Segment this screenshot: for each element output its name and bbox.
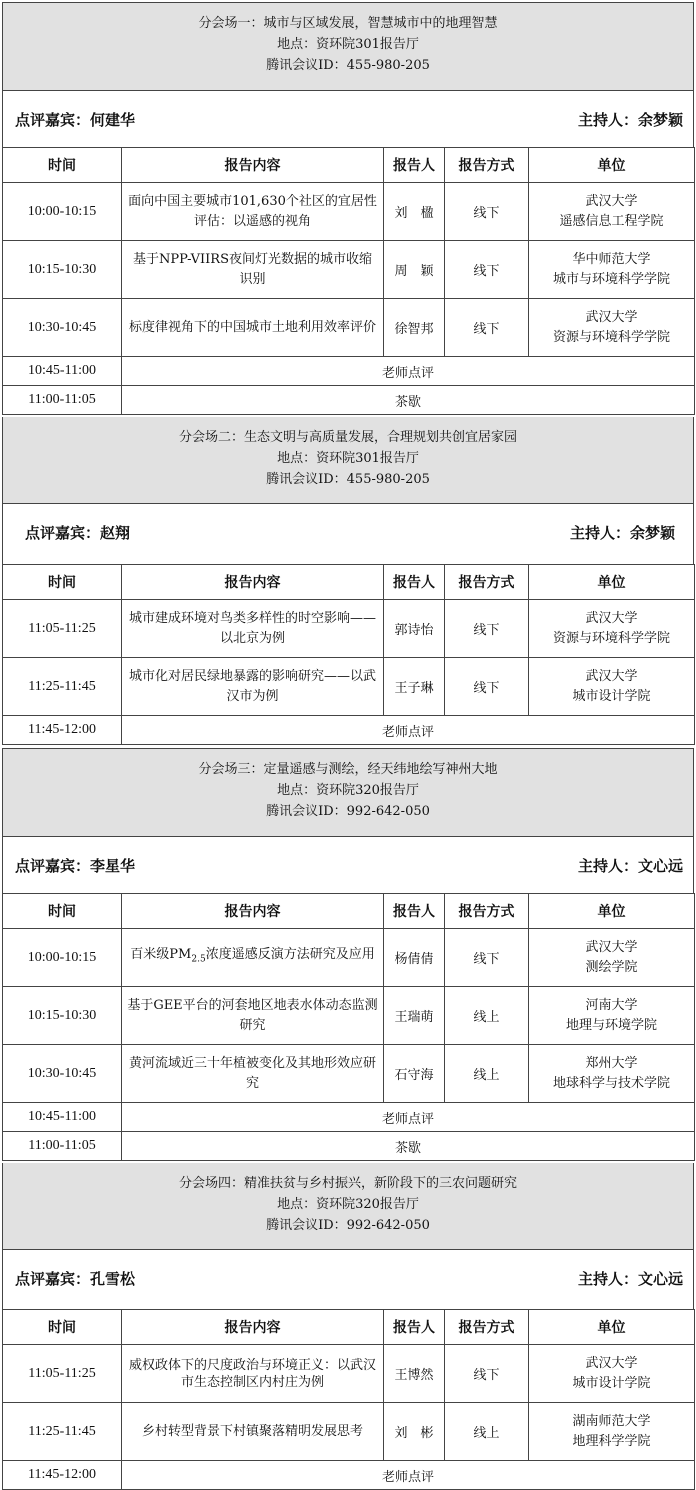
reviewer-label: 点评嘉宾：赵翔 [25, 524, 131, 542]
header-speaker: 报告人 [384, 1310, 445, 1345]
talk-mode: 线上 [445, 1403, 529, 1461]
unit-school: 城市设计学院 [572, 1375, 651, 1391]
unit-university: 郑州大学 [585, 1055, 638, 1071]
extra-label: 茶歇 [122, 386, 695, 415]
header-unit: 单位 [529, 565, 695, 600]
table-row [3, 299, 695, 357]
talk-unit [529, 987, 695, 1045]
host-row [2, 504, 694, 564]
talk-topic: 城市化对居民绿地暴露的影响研究——以武汉市为例 [122, 658, 384, 716]
schedule-table [2, 1309, 695, 1490]
header-mode: 报告方式 [445, 565, 529, 600]
unit-school: 测绘学院 [585, 959, 638, 975]
extra-row [3, 386, 695, 415]
host-label: 主持人：余梦颖 [577, 111, 683, 129]
extra-time: 10:45-11:00 [3, 1103, 122, 1132]
talk-speaker: 郭诗怡 [384, 600, 445, 658]
talk-topic: 标度律视角下的中国城市土地利用效率评价 [122, 299, 384, 357]
unit-university: 华中师范大学 [572, 251, 651, 267]
session-header [2, 417, 694, 504]
header-speaker: 报告人 [384, 148, 445, 183]
unit-school: 资源与环境科学学院 [552, 630, 670, 646]
session-header [2, 748, 694, 837]
unit-university: 武汉大学 [585, 610, 638, 626]
table-row [3, 600, 695, 658]
header-mode: 报告方式 [445, 894, 529, 929]
talk-topic: 基于NPP-VIIRS夜间灯光数据的城市收缩识别 [122, 241, 384, 299]
talk-mode: 线下 [445, 241, 529, 299]
header-mode: 报告方式 [445, 148, 529, 183]
talk-time: 11:25-11:45 [3, 1403, 122, 1461]
talk-time: 11:05-11:25 [3, 1345, 122, 1403]
host-row [2, 1250, 694, 1309]
extra-row [3, 716, 695, 745]
talk-unit [529, 600, 695, 658]
header-time: 时间 [3, 894, 122, 929]
talk-topic: 基于GEE平台的河套地区地表水体动态监测研究 [122, 987, 384, 1045]
talk-time: 10:00-10:15 [3, 929, 122, 987]
talk-speaker: 石守海 [384, 1045, 445, 1103]
session-title: 分会场四：精准扶贫与乡村振兴，新阶段下的三农问题研究 [178, 1176, 517, 1191]
extra-row [3, 1103, 695, 1132]
session-header [2, 2, 694, 91]
session-4 [2, 1163, 694, 1490]
session-meeting-id: 腾讯会议ID：992-642-050 [266, 1218, 430, 1233]
talk-topic: 黄河流域近三十年植被变化及其地形效应研究 [122, 1045, 384, 1103]
table-row [3, 929, 695, 987]
reviewer-label: 点评嘉宾：何建华 [15, 111, 136, 129]
extra-label: 老师点评 [122, 1103, 695, 1132]
extra-time: 11:45-12:00 [3, 1461, 122, 1490]
unit-school: 资源与环境科学学院 [552, 329, 670, 345]
header-unit: 单位 [529, 1310, 695, 1345]
talk-mode: 线下 [445, 299, 529, 357]
talk-mode: 线下 [445, 183, 529, 241]
talk-time: 11:25-11:45 [3, 658, 122, 716]
extra-row [3, 357, 695, 386]
table-row [3, 183, 695, 241]
talk-unit [529, 1345, 695, 1403]
talk-speaker: 刘 楹 [384, 183, 445, 241]
talk-unit [529, 929, 695, 987]
unit-school: 地球科学与技术学院 [552, 1075, 670, 1091]
session-3 [2, 748, 694, 1161]
talk-time: 11:05-11:25 [3, 600, 122, 658]
table-row [3, 987, 695, 1045]
unit-school: 城市设计学院 [572, 688, 651, 704]
session-meeting-id: 腾讯会议ID：455-980-205 [266, 472, 430, 487]
talk-mode: 线下 [445, 1345, 529, 1403]
table-row [3, 241, 695, 299]
table-row [3, 658, 695, 716]
talk-speaker: 徐智邦 [384, 299, 445, 357]
header-topic: 报告内容 [122, 565, 384, 600]
talk-unit [529, 183, 695, 241]
host-label: 主持人：余梦颖 [569, 524, 675, 542]
talk-speaker: 王博然 [384, 1345, 445, 1403]
topic-part: 浓度遥感反演方法研究及应用 [205, 947, 375, 963]
talk-unit [529, 658, 695, 716]
extra-label: 老师点评 [122, 1461, 695, 1490]
unit-university: 武汉大学 [585, 939, 638, 955]
talk-speaker: 刘 彬 [384, 1403, 445, 1461]
unit-university: 湖南师范大学 [572, 1413, 651, 1429]
schedule-table [2, 147, 695, 415]
unit-university: 武汉大学 [585, 309, 638, 325]
unit-school: 城市与环境科学学院 [552, 271, 670, 287]
extra-time: 11:45-12:00 [3, 716, 122, 745]
talk-unit [529, 1403, 695, 1461]
header-unit: 单位 [529, 148, 695, 183]
header-topic: 报告内容 [122, 148, 384, 183]
talk-time: 10:30-10:45 [3, 1045, 122, 1103]
talk-topic [122, 929, 384, 987]
schedule-table [2, 564, 695, 745]
talk-speaker: 周 颖 [384, 241, 445, 299]
talk-time: 10:15-10:30 [3, 987, 122, 1045]
extra-label: 老师点评 [122, 357, 695, 386]
table-header-row [3, 1310, 695, 1345]
unit-school: 地理与环境学院 [565, 1017, 657, 1033]
header-mode: 报告方式 [445, 1310, 529, 1345]
host-row [2, 91, 694, 147]
table-header-row [3, 565, 695, 600]
header-topic: 报告内容 [122, 1310, 384, 1345]
talk-topic: 威权政体下的尺度政治与环境正义：以武汉市生态控制区内村庄为例 [122, 1345, 384, 1403]
extra-time: 11:00-11:05 [3, 386, 122, 415]
header-unit: 单位 [529, 894, 695, 929]
talk-mode: 线上 [445, 1045, 529, 1103]
talk-speaker: 王瑞萌 [384, 987, 445, 1045]
session-title: 分会场二：生态文明与高质量发展，合理规划共创宜居家园 [178, 430, 517, 445]
extra-time: 11:00-11:05 [3, 1132, 122, 1161]
topic-subscript: 2.5 [191, 954, 206, 965]
unit-school: 遥感信息工程学院 [559, 213, 664, 229]
talk-unit [529, 299, 695, 357]
talk-mode: 线上 [445, 987, 529, 1045]
header-speaker: 报告人 [384, 894, 445, 929]
talk-topic: 城市建成环境对鸟类多样性的时空影响——以北京为例 [122, 600, 384, 658]
talk-time: 10:15-10:30 [3, 241, 122, 299]
unit-university: 武汉大学 [585, 1355, 638, 1371]
unit-university: 河南大学 [585, 997, 638, 1013]
header-time: 时间 [3, 148, 122, 183]
extra-row [3, 1132, 695, 1161]
table-row [3, 1345, 695, 1403]
session-location: 地点：资环院320报告厅 [277, 783, 419, 798]
table-row [3, 1045, 695, 1103]
talk-speaker: 杨倩倩 [384, 929, 445, 987]
topic-part: 百米级PM [130, 947, 192, 963]
talk-time: 10:00-10:15 [3, 183, 122, 241]
session-location: 地点：资环院301报告厅 [277, 451, 419, 466]
talk-mode: 线下 [445, 658, 529, 716]
reviewer-label: 点评嘉宾：李星华 [15, 857, 136, 875]
table-row [3, 1403, 695, 1461]
talk-unit [529, 1045, 695, 1103]
session-location: 地点：资环院320报告厅 [277, 1197, 419, 1212]
header-time: 时间 [3, 1310, 122, 1345]
host-label: 主持人：文心远 [577, 857, 683, 875]
extra-row [3, 1461, 695, 1490]
session-location: 地点：资环院301报告厅 [277, 37, 419, 52]
talk-unit [529, 241, 695, 299]
session-meeting-id: 腾讯会议ID：992-642-050 [266, 804, 430, 819]
talk-topic: 乡村转型背景下村镇聚落精明发展思考 [122, 1403, 384, 1461]
header-topic: 报告内容 [122, 894, 384, 929]
session-title: 分会场三：定量遥感与测绘，经天纬地绘写神州大地 [198, 762, 498, 777]
table-header-row [3, 894, 695, 929]
table-header-row [3, 148, 695, 183]
header-speaker: 报告人 [384, 565, 445, 600]
extra-label: 茶歇 [122, 1132, 695, 1161]
header-time: 时间 [3, 565, 122, 600]
unit-university: 武汉大学 [585, 193, 638, 209]
schedule-table [2, 893, 695, 1161]
unit-school: 地理科学学院 [572, 1433, 651, 1449]
reviewer-label: 点评嘉宾：孔雪松 [15, 1270, 136, 1288]
session-title: 分会场一：城市与区域发展，智慧城市中的地理智慧 [198, 16, 498, 31]
session-meeting-id: 腾讯会议ID：455-980-205 [266, 58, 430, 73]
host-label: 主持人：文心远 [577, 1270, 683, 1288]
host-row [2, 837, 694, 893]
session-2 [2, 417, 694, 745]
talk-topic: 面向中国主要城市101,630个社区的宜居性评估：以遥感的视角 [122, 183, 384, 241]
talk-speaker: 王子琳 [384, 658, 445, 716]
talk-time: 10:30-10:45 [3, 299, 122, 357]
talk-mode: 线下 [445, 929, 529, 987]
unit-university: 武汉大学 [585, 668, 638, 684]
session-header [2, 1163, 694, 1250]
extra-time: 10:45-11:00 [3, 357, 122, 386]
session-1 [2, 2, 694, 415]
extra-label: 老师点评 [122, 716, 695, 745]
talk-mode: 线下 [445, 600, 529, 658]
